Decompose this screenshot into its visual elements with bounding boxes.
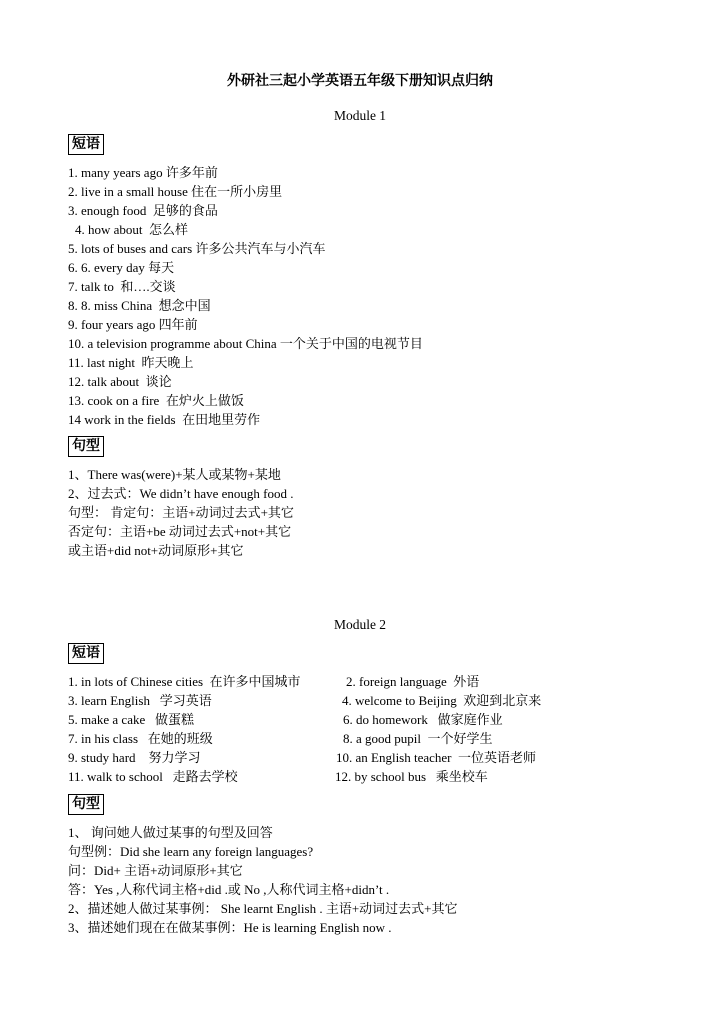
list-item: 句型例：Did she learn any foreign languages? bbox=[68, 844, 314, 859]
list-item: 8. a good pupil 一个好学生 bbox=[343, 731, 493, 746]
list-item: 1、There was(were)+某人或某物+某地 bbox=[68, 467, 281, 482]
list-item: 2、过去式：We didn’t have enough food . bbox=[68, 486, 294, 501]
list-item: 12. by school bus 乘坐校车 bbox=[335, 769, 488, 784]
list-item: 4. how about 怎么样 bbox=[75, 222, 189, 237]
list-item: 1、 询问她人做过某事的句型及回答 bbox=[68, 825, 273, 840]
list-item: 12. talk about 谈论 bbox=[68, 374, 172, 389]
list-item: 10. an English teacher 一位英语老师 bbox=[336, 750, 537, 765]
list-item: 3. learn English 学习英语 bbox=[68, 693, 212, 708]
list-item: 5. make a cake 做蛋糕 bbox=[68, 712, 194, 727]
list-item: 11. last night 昨天晚上 bbox=[68, 355, 194, 370]
list-item: 6. do homework 做家庭作业 bbox=[343, 712, 503, 727]
module-1-phrases-label: 短语 bbox=[68, 134, 104, 155]
list-item: 2. live in a small house 住在一所小房里 bbox=[68, 184, 283, 199]
list-item: 7. in his class 在她的班级 bbox=[68, 731, 213, 746]
list-item: 3、描述她们现在在做某事例：He is learning English now . bbox=[68, 920, 392, 935]
module-2-phrases-label: 短语 bbox=[68, 643, 104, 664]
list-item: 2. foreign language 外语 bbox=[346, 674, 480, 689]
list-item: 9. study hard 努力学习 bbox=[68, 750, 201, 765]
list-item: 5. lots of buses and cars 许多公共汽车与小汽车 bbox=[68, 241, 326, 256]
list-item: 10. a television programme about China 一个关于中国的电视节目 bbox=[68, 336, 423, 351]
list-item: 答：Yes ,人称代词主格+did .或 No ,人称代词主格+didn’t . bbox=[68, 882, 390, 897]
list-item: 6. 6. every day 每天 bbox=[68, 260, 175, 275]
list-item: 2、描述她人做过某事例： She learnt English . 主语+动词过去式+其它 bbox=[68, 901, 458, 916]
module-2-title: Module 2 bbox=[333, 617, 387, 632]
document-title: 外研社三起小学英语五年级下册知识点归纳 bbox=[227, 74, 493, 89]
list-item: 3. enough food 足够的食品 bbox=[68, 203, 218, 218]
list-item: 11. walk to school 走路去学校 bbox=[68, 769, 238, 784]
list-item: 7. talk to 和….交谈 bbox=[68, 279, 176, 294]
list-item: 问：Did+ 主语+动词原形+其它 bbox=[68, 863, 243, 878]
module-2-sentences-label: 句型 bbox=[68, 794, 104, 815]
list-item: 4. welcome to Beijing 欢迎到北京来 bbox=[342, 693, 542, 708]
list-item: 13. cook on a fire 在炉火上做饭 bbox=[68, 393, 244, 408]
list-item: 句型： 肯定句：主语+动词过去式+其它 bbox=[68, 505, 294, 520]
list-item: 1. many years ago 许多年前 bbox=[68, 165, 218, 180]
list-item: 否定句：主语+be 动词过去式+not+其它 bbox=[68, 524, 292, 539]
list-item: 8. 8. miss China 想念中国 bbox=[68, 298, 211, 313]
list-item: 或主语+did not+动词原形+其它 bbox=[68, 543, 244, 558]
list-item: 9. four years ago 四年前 bbox=[68, 317, 198, 332]
module-1-sentences-label: 句型 bbox=[68, 436, 104, 457]
module-1-title: Module 1 bbox=[333, 108, 387, 123]
list-item: 1. in lots of Chinese cities 在许多中国城市 bbox=[68, 674, 301, 689]
list-item: 14 work in the fields 在田地里劳作 bbox=[68, 412, 261, 427]
